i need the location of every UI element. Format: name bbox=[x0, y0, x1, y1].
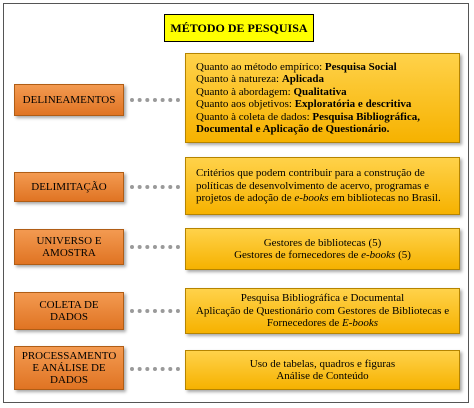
detail-line: Quanto aos objetivos: Exploratória e descritiva bbox=[196, 98, 412, 110]
universo-label-line: AMOSTRA bbox=[42, 247, 96, 259]
processamento-box bbox=[14, 346, 124, 390]
detail-line: projetos de adoção de e-books em bibliotecas no Brasil. bbox=[196, 192, 441, 205]
detail-line: políticas de desenvolvimento de acervo, programas e bbox=[196, 179, 430, 192]
detail-line: Gestores de bibliotecas (5) bbox=[263, 236, 382, 249]
delineamentos-connector bbox=[130, 98, 180, 102]
processamento-label-line: E ANÁLISE DE bbox=[32, 362, 106, 374]
coleta-connector bbox=[130, 309, 180, 313]
coleta-label-line: DADOS bbox=[50, 311, 88, 323]
coleta-dados-box bbox=[14, 292, 124, 330]
processamento-details-box bbox=[185, 350, 460, 390]
detail-line: Quanto à abordagem: Qualitativa bbox=[196, 85, 347, 98]
delimitacao-details-box bbox=[185, 157, 460, 215]
detail-line: Critérios que podem contribuir para a construção de bbox=[196, 167, 425, 180]
processamento-connector bbox=[130, 367, 180, 371]
delimitacao-box bbox=[14, 172, 124, 202]
detail-line: Documental e Aplicação de Questionário. bbox=[196, 123, 390, 135]
detail-line: Quanto à coleta de dados: Pesquisa Bibliográfica, bbox=[196, 110, 420, 123]
delineamentos-details-box bbox=[185, 53, 460, 143]
detail-line: Pesquisa Bibliográfica e Documental bbox=[240, 292, 405, 305]
detail-line: Gestores de fornecedores de e-books (5) bbox=[234, 249, 411, 261]
detail-line: Uso de tabelas, quadros e figuras bbox=[249, 357, 396, 370]
detail-line: Quanto ao método empírico: Pesquisa Social bbox=[196, 60, 397, 73]
detail-line: Fornecedores de E-books bbox=[266, 317, 379, 330]
delimitacao-connector bbox=[130, 185, 180, 189]
delineamentos-label-line: DELINEAMENTOS bbox=[22, 94, 116, 106]
universo-amostra-box bbox=[14, 229, 124, 265]
processamento-label-line: PROCESSAMENTO bbox=[21, 350, 117, 362]
processamento-label-line: DADOS bbox=[50, 374, 88, 386]
detail-line: Quanto à natureza: Aplicada bbox=[196, 73, 325, 85]
coleta-label-line: COLETA DE bbox=[39, 299, 99, 311]
delimitacao-label-line: DELIMITAÇÃO bbox=[31, 181, 107, 193]
delineamentos-box bbox=[14, 84, 124, 116]
coleta-details-box bbox=[185, 288, 460, 334]
detail-line: Análise de Conteúdo bbox=[276, 370, 369, 382]
detail-line: Aplicação de Questionário com Gestores de Bibliotecas e bbox=[195, 304, 450, 317]
universo-details-box bbox=[185, 228, 460, 270]
universo-connector bbox=[130, 245, 180, 249]
diagram-title: MÉTODO DE PESQUISA bbox=[164, 14, 314, 42]
universo-label-line: UNIVERSO E bbox=[36, 235, 102, 247]
